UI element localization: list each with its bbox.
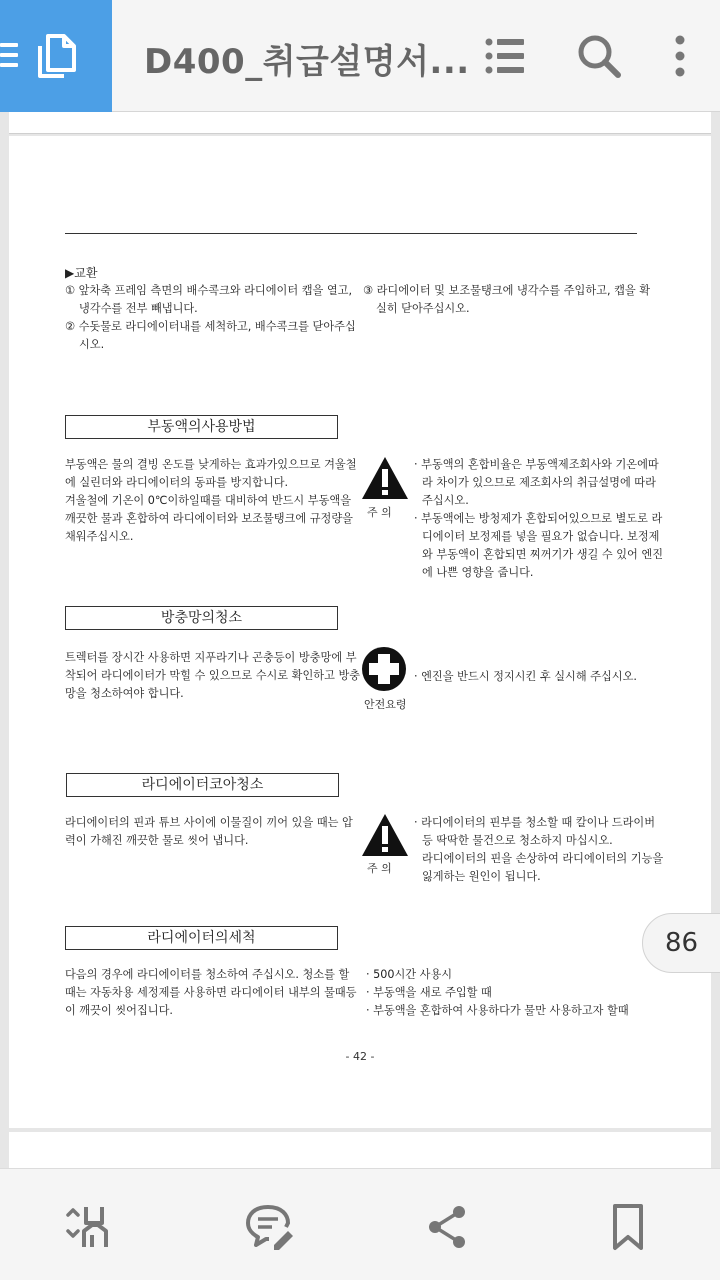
wash-right-line: · 부동액을 혼합하여 사용하다가 물만 사용하고자 할때: [366, 1004, 629, 1017]
header-rule: [65, 233, 637, 234]
page-indicator-badge[interactable]: [642, 913, 720, 973]
screen-left-line: 망을 청소하여야 합니다.: [65, 687, 184, 700]
documents-button[interactable]: [0, 0, 112, 112]
exchange-left-line: 시오.: [79, 338, 105, 351]
antifreeze-right-line: · 부동액의 혼합비율은 부동액제조회사와 기온에따: [414, 458, 659, 471]
share-icon[interactable]: [422, 1201, 474, 1253]
core-right-line: · 라디에이터의 핀부를 청소할 때 칼이나 드라이버: [414, 816, 656, 829]
antifreeze-left-line: 겨울철에 기온이 0℃이하일때를 대비하여 반드시 부동액을: [65, 494, 352, 507]
wash-left-line: 때는 자동차용 세정제를 사용하면 라디에이터 내부의 물때등: [65, 986, 357, 999]
antifreeze-right-line: 에 나쁜 영향을 줍니다.: [422, 566, 534, 579]
antifreeze-right-line: 와 부동액이 혼합되면 찌꺼기가 생길 수 있어 엔진: [422, 548, 664, 561]
search-icon[interactable]: [573, 30, 625, 82]
section-title-core: 라디에이터코아청소: [66, 773, 339, 797]
exchange-left-line: ② 수돗물로 라디에이터내를 세척하고, 배수콕크를 닫아주십: [65, 320, 356, 333]
core-right-line: 라디에이터의 핀을 손상하여 라디에이터의 기능을: [422, 852, 664, 865]
antifreeze-right-line: 디에이터 보정제를 넣을 필요가 없습니다. 보정제: [422, 530, 660, 543]
list-icon[interactable]: [480, 30, 532, 82]
previous-page-edge: [9, 112, 711, 134]
section-title-antifreeze: 부동액의사용방법: [65, 415, 338, 439]
caution-caption: 주 의: [367, 862, 392, 875]
caution-icon: [360, 455, 410, 501]
safety-caption: 안전요령: [364, 698, 407, 711]
screen-right-line: · 엔진을 반드시 정지시킨 후 실시해 주십시오.: [414, 670, 637, 683]
page-indicator-number: 86: [665, 928, 699, 958]
document-page: [9, 136, 711, 1128]
wash-right-line: · 500시간 사용시: [366, 968, 453, 981]
wash-left-line: 다음의 경우에 라디에이터를 청소하여 주십시오. 청소를 할: [65, 968, 350, 981]
page-number: - 42 -: [345, 1050, 375, 1063]
core-left-line: 력이 가해진 깨끗한 물로 씻어 냅니다.: [65, 834, 249, 847]
core-left-line: 라디에이터의 핀과 튜브 사이에 이물질이 끼어 있을 때는 압: [65, 816, 353, 829]
bookmark-icon[interactable]: [602, 1201, 654, 1253]
top-app-bar: [0, 0, 720, 112]
exchange-right-line: ③ 라디에이터 및 보조물탱크에 냉각수를 주입하고, 캡을 확: [363, 284, 651, 297]
exchange-left-line: ① 앞차축 프레임 측면의 배수콕크와 라디에이터 캡을 열고,: [65, 284, 353, 297]
document-title: D400_취급설명서...: [144, 42, 470, 82]
bottom-action-bar: [0, 1168, 720, 1280]
hamburger-icon[interactable]: [0, 43, 18, 67]
more-vert-icon[interactable]: [654, 30, 706, 82]
antifreeze-left-line: 깨끗한 물과 혼합하여 라디에이터와 보조물탱크에 규정량을: [65, 512, 353, 525]
next-page-edge: [9, 1132, 711, 1168]
wash-left-line: 이 깨끗이 씻어집니다.: [65, 1004, 173, 1017]
antifreeze-right-line: · 부동액에는 방청제가 혼합되어있으므로 별도로 라: [414, 512, 663, 525]
caution-caption: 주 의: [367, 506, 392, 519]
section-title-screen: 방충망의청소: [65, 606, 338, 630]
exchange-left-line: 냉각수를 전부 빼냅니다.: [79, 302, 198, 315]
caution-icon: [360, 812, 410, 858]
exchange-right-line: 실히 닫아주십시오.: [376, 302, 470, 315]
screen-left-line: 트렉터를 장시간 사용하면 지푸라기나 곤충등이 방충망에 부: [65, 651, 357, 664]
antifreeze-right-line: 라 차이가 있으므로 제조회사의 취급설명에 따라: [422, 476, 656, 489]
core-right-line: 잃게하는 원인이 됩니다.: [422, 870, 541, 883]
screen-left-line: 착되어 라디에이터가 막힐 수 있으므로 수시로 확인하고 방충: [65, 669, 361, 682]
antifreeze-right-line: 주십시오.: [422, 494, 469, 507]
wash-right-line: · 부동액을 새로 주입할 때: [366, 986, 492, 999]
core-right-line: 등 딱딱한 물건으로 청소하지 마십시오.: [422, 834, 613, 847]
documents-icon: [36, 32, 78, 80]
section-title-wash: 라디에이터의세척: [65, 926, 338, 950]
comment-icon[interactable]: [244, 1201, 296, 1253]
exchange-heading: ▶교환: [65, 266, 98, 280]
document-viewport[interactable]: [0, 112, 720, 1168]
antifreeze-left-line: 부동액은 물의 결빙 온도를 낮게하는 효과가있으므로 겨울철: [65, 458, 357, 471]
fit-width-icon[interactable]: [62, 1201, 114, 1253]
antifreeze-left-line: 에 실린더와 라디에이터의 동파를 방지합니다.: [65, 476, 289, 489]
safety-cross-icon: [361, 646, 407, 692]
antifreeze-left-line: 채워주십시오.: [65, 530, 134, 543]
